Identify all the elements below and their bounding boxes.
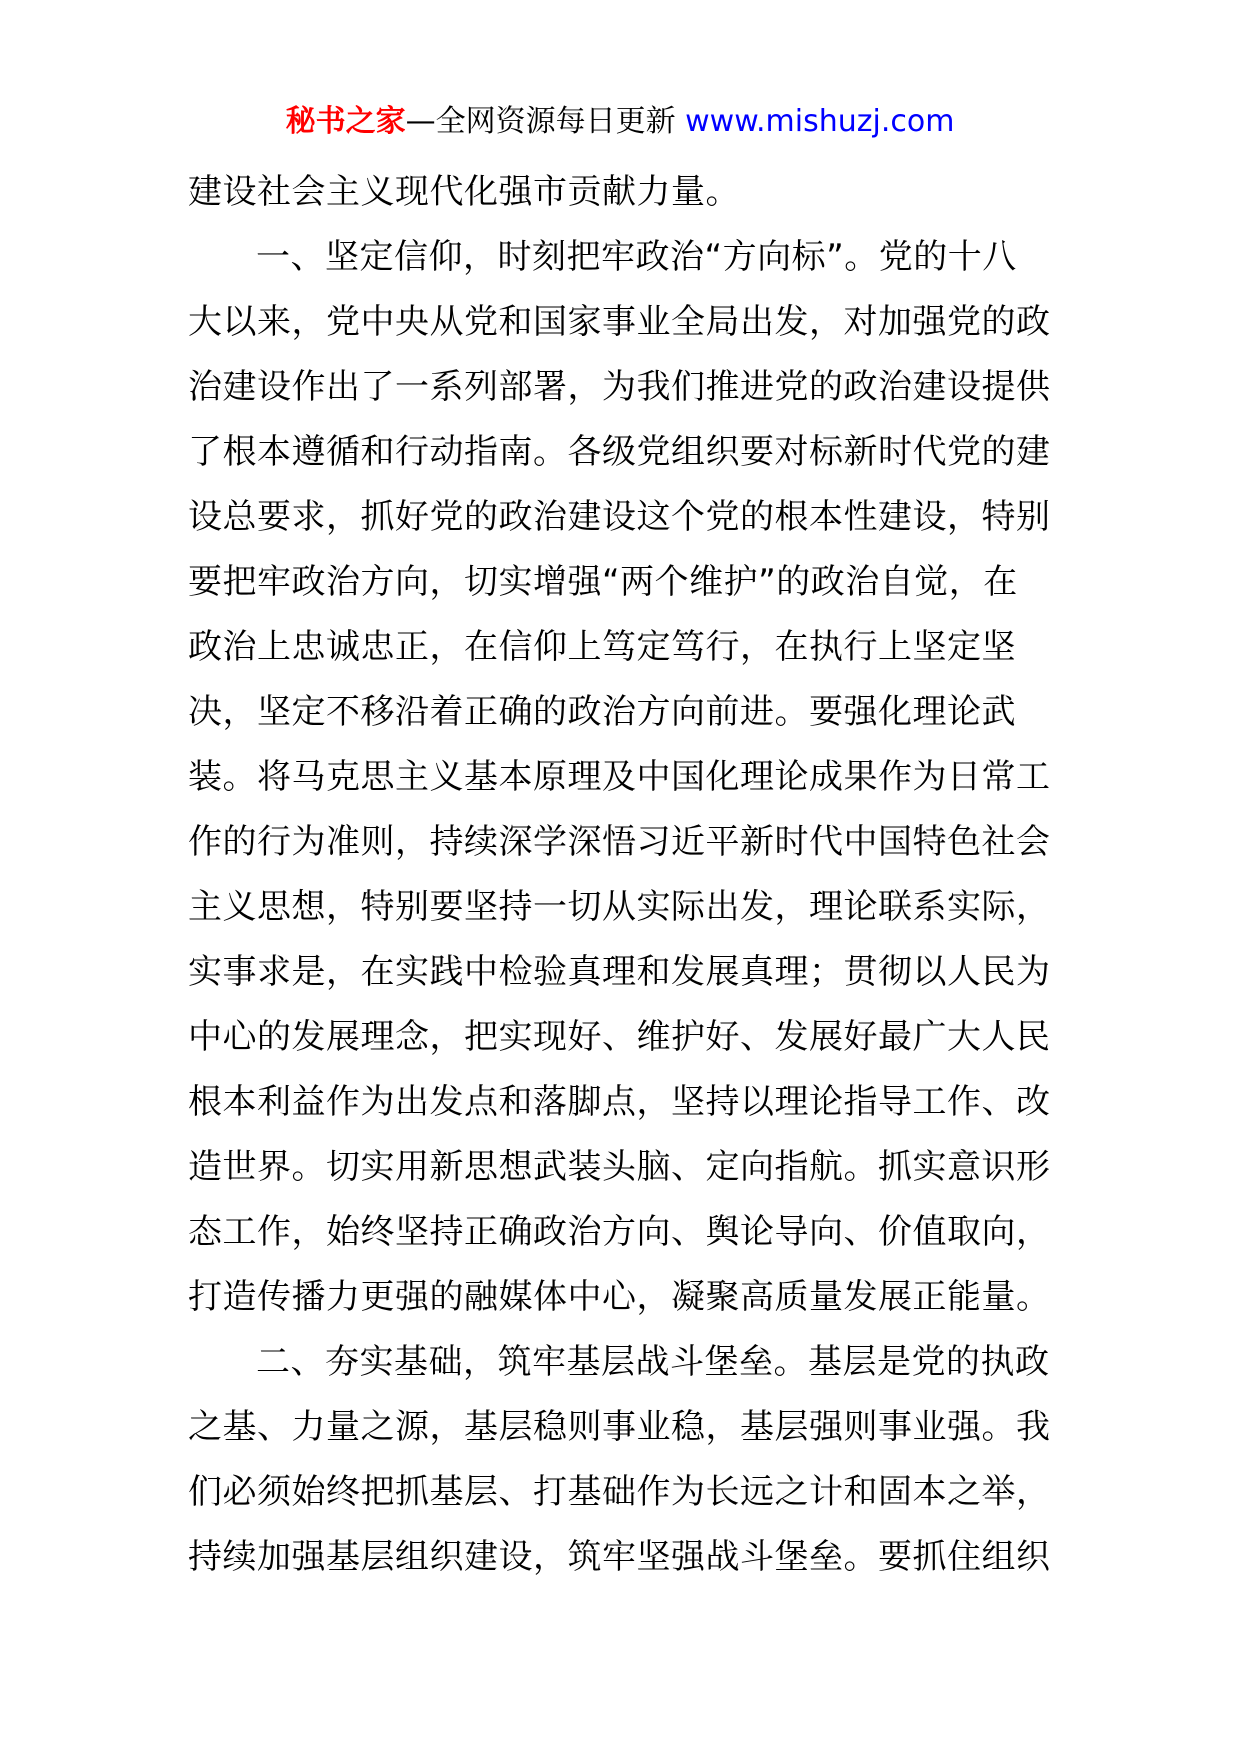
text-line: 持续加强基层组织建设，筑牢坚强战斗堡垒。要抓住组织 <box>188 1537 1051 1577</box>
brand-name: 秘书之家 <box>285 104 406 139</box>
text-line: 态工作，始终坚持正确政治方向、舆论导向、价值取向， <box>188 1212 1051 1252</box>
section-heading-line: 一、坚定信仰，时刻把牢政治“方向标”。党的十八 <box>256 237 1017 277</box>
text-line: 中心的发展理念，把实现好、维护好、发展好最广大人民 <box>188 1017 1051 1057</box>
document-body <box>188 160 1058 1590</box>
text-line: 要把牢政治方向，切实增强“两个维护”的政治自觉，在 <box>188 562 1018 602</box>
text-line: 政治上忠诚忠正，在信仰上笃定笃行，在执行上坚定坚 <box>188 627 1016 667</box>
text-line: 们必须始终把抓基层、打基础作为长远之计和固本之举， <box>188 1472 1051 1512</box>
text-line: 治建设作出了一系列部署，为我们推进党的政治建设提供 <box>188 367 1051 407</box>
text-line: 建设社会主义现代化强市贡献力量。 <box>188 172 740 212</box>
text-line: 了根本遵循和行动指南。各级党组织要对标新时代党的建 <box>188 432 1051 472</box>
text-line: 实事求是，在实践中检验真理和发展真理；贯彻以人民为 <box>188 952 1051 992</box>
text-line: 打造传播力更强的融媒体中心，凝聚高质量发展正能量。 <box>188 1277 1051 1317</box>
watermark-header <box>0 100 1240 144</box>
section-heading-line: 二、夯实基础，筑牢基层战斗堡垒。基层是党的执政 <box>256 1342 1050 1382</box>
site-url-link[interactable]: www.mishuzj.com <box>685 104 955 139</box>
text-line: 造世界。切实用新思想武装头脑、定向指航。抓实意识形 <box>188 1147 1051 1187</box>
text-line: 大以来，党中央从党和国家事业全局出发，对加强党的政 <box>188 302 1051 342</box>
text-line: 装。将马克思主义基本原理及中国化理论成果作为日常工 <box>188 757 1051 797</box>
header-tagline: —全网资源每日更新 <box>405 104 686 139</box>
text-line: 根本利益作为出发点和落脚点，坚持以理论指导工作、改 <box>188 1082 1051 1122</box>
text-line: 设总要求，抓好党的政治建设这个党的根本性建设，特别 <box>188 497 1051 537</box>
text-line: 之基、力量之源，基层稳则事业稳，基层强则事业强。我 <box>188 1407 1051 1447</box>
text-line: 决，坚定不移沿着正确的政治方向前进。要强化理论武 <box>188 692 1016 732</box>
text-line: 作的行为准则，持续深学深悟习近平新时代中国特色社会 <box>188 822 1051 862</box>
text-line: 主义思想，特别要坚持一切从实际出发，理论联系实际， <box>188 887 1051 927</box>
